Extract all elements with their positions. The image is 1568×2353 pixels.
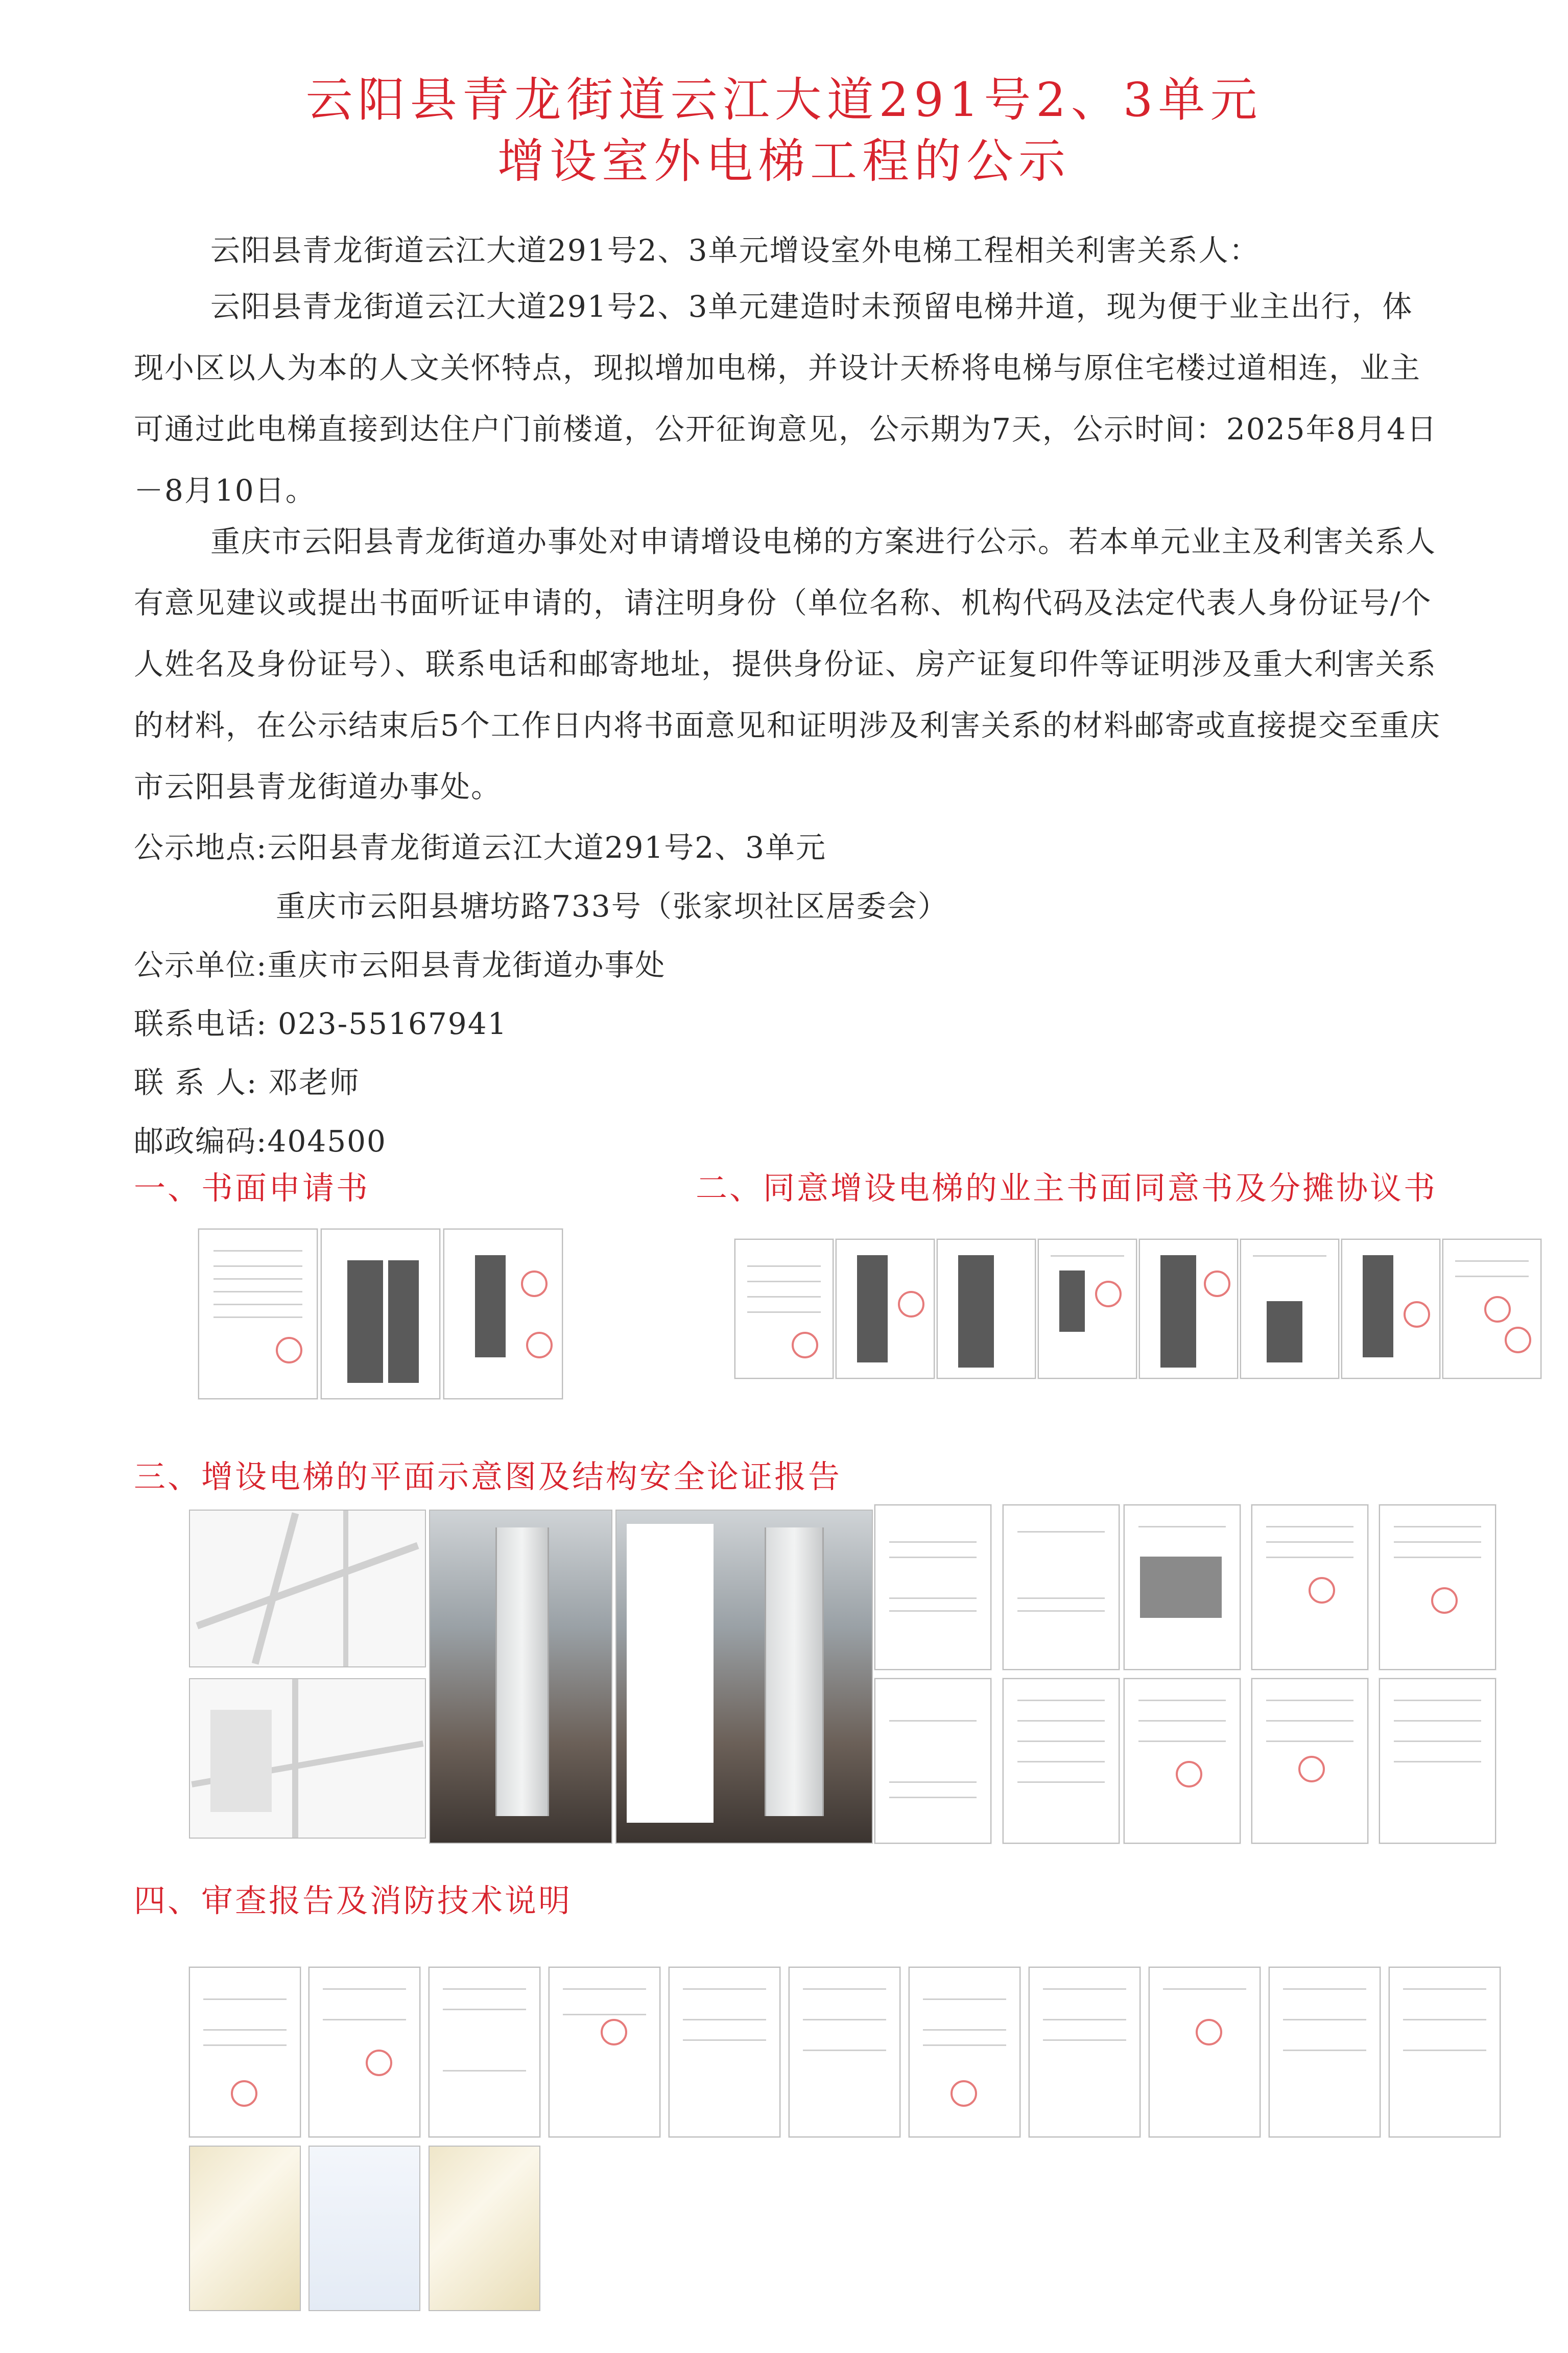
- agreement-page: [1442, 1239, 1541, 1379]
- agreement-page: [1139, 1239, 1238, 1379]
- agreement-page: [1341, 1239, 1440, 1379]
- fire-review-report-page: [1269, 1967, 1381, 2137]
- report-text-page: [1379, 1678, 1496, 1844]
- qualification-certificate: [308, 2146, 420, 2311]
- fire-review-certificate-page: [909, 1967, 1020, 2137]
- fire-review-report-page: [1389, 1967, 1501, 2137]
- fire-review-report-page: [1029, 1967, 1141, 2137]
- notice-title-line2: 增设室外电梯工程的公示: [497, 134, 1071, 189]
- report-text-page: [1003, 1678, 1120, 1844]
- agreement-page: [1038, 1239, 1137, 1379]
- agreement-page: [1240, 1239, 1339, 1379]
- fire-review-report-page: [1149, 1967, 1261, 2137]
- location-line-1: 公示地点:云阳县青龙街道云江大道291号2、3单元: [134, 830, 827, 865]
- application-page: [198, 1229, 318, 1399]
- review-report-page: [549, 1967, 660, 2137]
- postal-code: 邮政编码:404500: [134, 1124, 387, 1159]
- review-report-page: [429, 1967, 540, 2137]
- signature-page: [321, 1229, 440, 1399]
- consent-page: [836, 1239, 935, 1379]
- publishing-unit: 公示单位:重庆市云阳县青龙街道办事处: [134, 948, 666, 982]
- notice-paragraph-1: 云阳县青龙街道云江大道291号2、3单元建造时未预留电梯井道，现为便于业主出行，体现小区以人为本的人文关怀特点，现拟增加电梯，并设计天桥将电梯与原住宅楼过道相连，业主可通过此电梯直接到达住户门前楼道，公开征询意见，公示期为7天，公示时间：2025年8月4日－8月10日。: [134, 289, 1438, 508]
- section-1-heading: 一、书面申请书: [134, 1169, 370, 1207]
- report-text-page: [1251, 1678, 1368, 1844]
- review-certificate-page: [189, 1967, 301, 2137]
- design-qualification-certificate: [429, 2146, 540, 2311]
- salutation: 云阳县青龙街道云江大道291号2、3单元增设室外电梯工程相关利害关系人：: [210, 233, 1260, 268]
- section-4-heading: 四、审查报告及消防技术说明: [134, 1882, 573, 1919]
- elevator-site-photo: [429, 1510, 612, 1844]
- signature-page: [443, 1229, 563, 1399]
- safety-report-page: [1379, 1504, 1496, 1670]
- site-plan-map: [189, 1510, 426, 1667]
- review-report-page: [789, 1967, 900, 2137]
- structure-drawing-page: [874, 1678, 991, 1844]
- safety-report-cover: [874, 1504, 991, 1670]
- review-report-page: [308, 1967, 420, 2137]
- consent-page: [937, 1239, 1036, 1379]
- location-line-2: 重庆市云阳县塘坊路733号（张家坝社区居委会）: [276, 889, 948, 924]
- report-text-page: [1124, 1678, 1241, 1844]
- safety-report-page: [1124, 1504, 1241, 1670]
- safety-report-page: [1003, 1504, 1120, 1670]
- section-2-heading: 二、同意增设电梯的业主书面同意书及分摊协议书: [696, 1169, 1438, 1207]
- safety-report-page: [1251, 1504, 1368, 1670]
- consent-page: [734, 1239, 834, 1379]
- notice-paragraph-2: 重庆市云阳县青龙街道办事处对申请增设电梯的方案进行公示。若本单元业主及利害关系人有意见建议或提出书面听证申请的，请注明身份（单位名称、机构代码及法定代表人身份证号/个人姓名及身份证号）、联系电话和邮寄地址，提供身份证、房产证复印件等证明涉及重大利害关系的材料，在公示结束后5个工作日内将书面意见和证明涉及利害关系的材料邮寄或直接提交至重庆市云阳县青龙街道办事处。: [134, 524, 1441, 804]
- business-license-certificate: [189, 2146, 301, 2311]
- notice-title-line1: 云阳县青龙街道云江大道291号2、3单元: [305, 73, 1263, 127]
- annotated-elevator-elevation-photo: [615, 1510, 873, 1844]
- floor-plan-map: [189, 1678, 426, 1839]
- review-report-page: [669, 1967, 780, 2137]
- section-3-heading: 三、增设电梯的平面示意图及结构安全论证报告: [134, 1458, 842, 1495]
- contact-person: 联 系 人: 邓老师: [134, 1065, 360, 1100]
- contact-phone: 联系电话: 023-55167941: [134, 1006, 508, 1041]
